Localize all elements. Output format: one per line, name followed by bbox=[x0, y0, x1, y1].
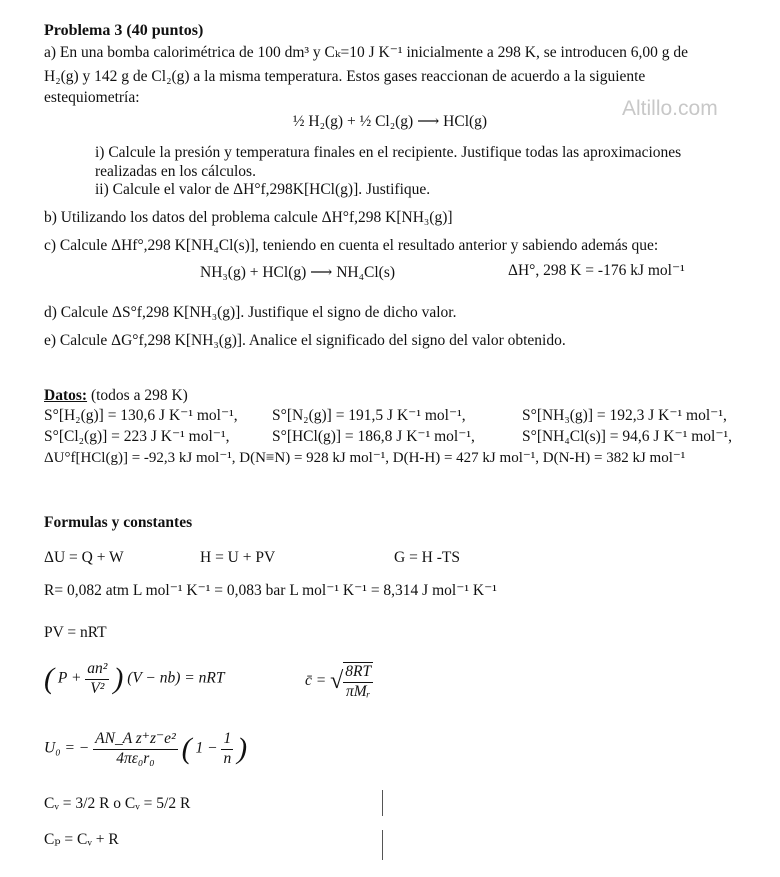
formula-gibbs: G = H -TS bbox=[394, 549, 461, 566]
lattice-lhs: U₀ = − bbox=[44, 739, 90, 757]
question-a-i-line1: i) Calcule la presión y temperatura finales en el recipiente. Justifique todas las aproximaciones bbox=[95, 144, 682, 161]
datos-s-h2: S°[H₂(g)] = 130,6 J K⁻¹ mol⁻¹, bbox=[44, 407, 238, 424]
question-b: b) Utilizando los datos del problema calcule ΔH°f,298 K[NH₃(g)] bbox=[44, 209, 453, 226]
ideal-gas-law: PV = nRT bbox=[44, 624, 107, 641]
mean-speed-numerator: 8RT bbox=[343, 663, 373, 683]
scan-mark-line-1 bbox=[382, 790, 383, 816]
lattice-energy-formula bbox=[44, 730, 247, 768]
lattice-denominator: 4πε₀r₀ bbox=[116, 749, 155, 767]
vdw-denominator: V² bbox=[90, 679, 105, 697]
heat-capacity-cp: Cₚ = Cᵥ + R bbox=[44, 831, 119, 848]
lattice-fraction bbox=[93, 730, 178, 768]
reaction-nh4cl-enthalpy: ΔH°, 298 K = -176 kJ mol⁻¹ bbox=[508, 262, 685, 279]
mean-speed-fraction bbox=[343, 662, 373, 701]
heat-capacity-cv: Cᵥ = 3/2 R o Cᵥ = 5/2 R bbox=[44, 795, 191, 812]
formulas-heading: Formulas y constantes bbox=[44, 514, 193, 531]
question-c: c) Calcule ΔHf°,298 K[NH₄Cl(s)], teniendo en cuenta el resultado anterior y sabiendo además que: bbox=[44, 237, 659, 254]
mean-speed-lhs: c̄ = bbox=[305, 672, 327, 690]
vdw-close-paren: ) bbox=[113, 662, 124, 696]
mean-speed-denominator: πMᵣ bbox=[345, 682, 371, 700]
reaction-nh4cl: NH₃(g) + HCl(g) ⟶ NH₄Cl(s) bbox=[200, 264, 396, 281]
vdw-numerator: an² bbox=[85, 660, 109, 680]
datos-heading bbox=[44, 387, 188, 406]
lattice-open-paren: ( bbox=[181, 732, 192, 766]
question-e: e) Calcule ΔG°f,298 K[NH₃(g)]. Analice el significado del signo del valor obtenido. bbox=[44, 332, 566, 349]
datos-label: Datos: bbox=[44, 387, 88, 404]
formula-first-law: ΔU = Q + W bbox=[44, 549, 124, 566]
datos-s-n2: S°[N₂(g)] = 191,5 J K⁻¹ mol⁻¹, bbox=[272, 407, 466, 424]
lattice-close-paren: ) bbox=[237, 732, 248, 766]
watermark: Altillo.com bbox=[622, 97, 718, 120]
gas-constant: R= 0,082 atm L mol⁻¹ K⁻¹ = 0,083 bar L mol⁻¹ K⁻¹ = 8,314 J mol⁻¹ K⁻¹ bbox=[44, 582, 497, 599]
sqrt-sign: √ bbox=[330, 668, 344, 695]
lattice-one: 1 − bbox=[195, 739, 218, 757]
vdw-rest: (V − nb) = nRT bbox=[127, 669, 225, 687]
datos-note: (todos a 298 K) bbox=[87, 387, 188, 404]
question-a-line1: a) En una bomba calorimétrica de 100 dm³ y Cₖ=10 J K⁻¹ inicialmente a 298 K, se introducen 6,00 g de bbox=[44, 44, 688, 61]
lattice-denominator-n: n bbox=[223, 749, 232, 767]
scan-mark-line-2 bbox=[382, 830, 383, 860]
formula-enthalpy: H = U + PV bbox=[200, 549, 276, 566]
vdw-open-paren: ( bbox=[44, 662, 54, 696]
vdw-fraction bbox=[85, 660, 109, 698]
lattice-numerator-n: 1 bbox=[221, 730, 233, 750]
question-a-ii: ii) Calcule el valor de ΔH°f,298K[HCl(g)]. Justifique. bbox=[95, 181, 431, 198]
datos-s-nh4cl: S°[NH₄Cl(s)] = 94,6 J K⁻¹ mol⁻¹, bbox=[522, 428, 733, 445]
vdw-p: P + bbox=[57, 669, 82, 687]
question-a-line3: estequiometría: bbox=[44, 89, 140, 106]
problem-title: Problema 3 (40 puntos) bbox=[44, 22, 204, 39]
lattice-fraction-n bbox=[221, 730, 233, 768]
question-d: d) Calcule ΔS°f,298 K[NH₃(g)]. Justifique el signo de dicho valor. bbox=[44, 304, 457, 321]
question-a-line2: H₂(g) y 142 g de Cl₂(g) a la misma temperatura. Estos gases reaccionan de acuerdo a la siguiente bbox=[44, 68, 646, 85]
lattice-numerator: AN_A z⁺z⁻e² bbox=[93, 730, 178, 750]
datos-s-cl2: S°[Cl₂(g)] = 223 J K⁻¹ mol⁻¹, bbox=[44, 428, 230, 445]
reaction-hcl: ½ H₂(g) + ½ Cl₂(g) ⟶ HCl(g) bbox=[292, 113, 488, 130]
datos-s-nh3: S°[NH₃(g)] = 192,3 J K⁻¹ mol⁻¹, bbox=[522, 407, 727, 424]
question-a-i-line2: realizadas en los cálculos. bbox=[95, 163, 256, 180]
datos-s-hcl: S°[HCl(g)] = 186,8 J K⁻¹ mol⁻¹, bbox=[272, 428, 475, 445]
van-der-waals-equation bbox=[44, 660, 224, 698]
datos-energies: ΔU°f[HCl(g)] = -92,3 kJ mol⁻¹, D(N≡N) = 928 kJ mol⁻¹, D(H-H) = 427 kJ mol⁻¹, D(N-H) = 382 kJ mol⁻¹ bbox=[44, 450, 686, 466]
mean-speed-formula bbox=[305, 662, 373, 701]
